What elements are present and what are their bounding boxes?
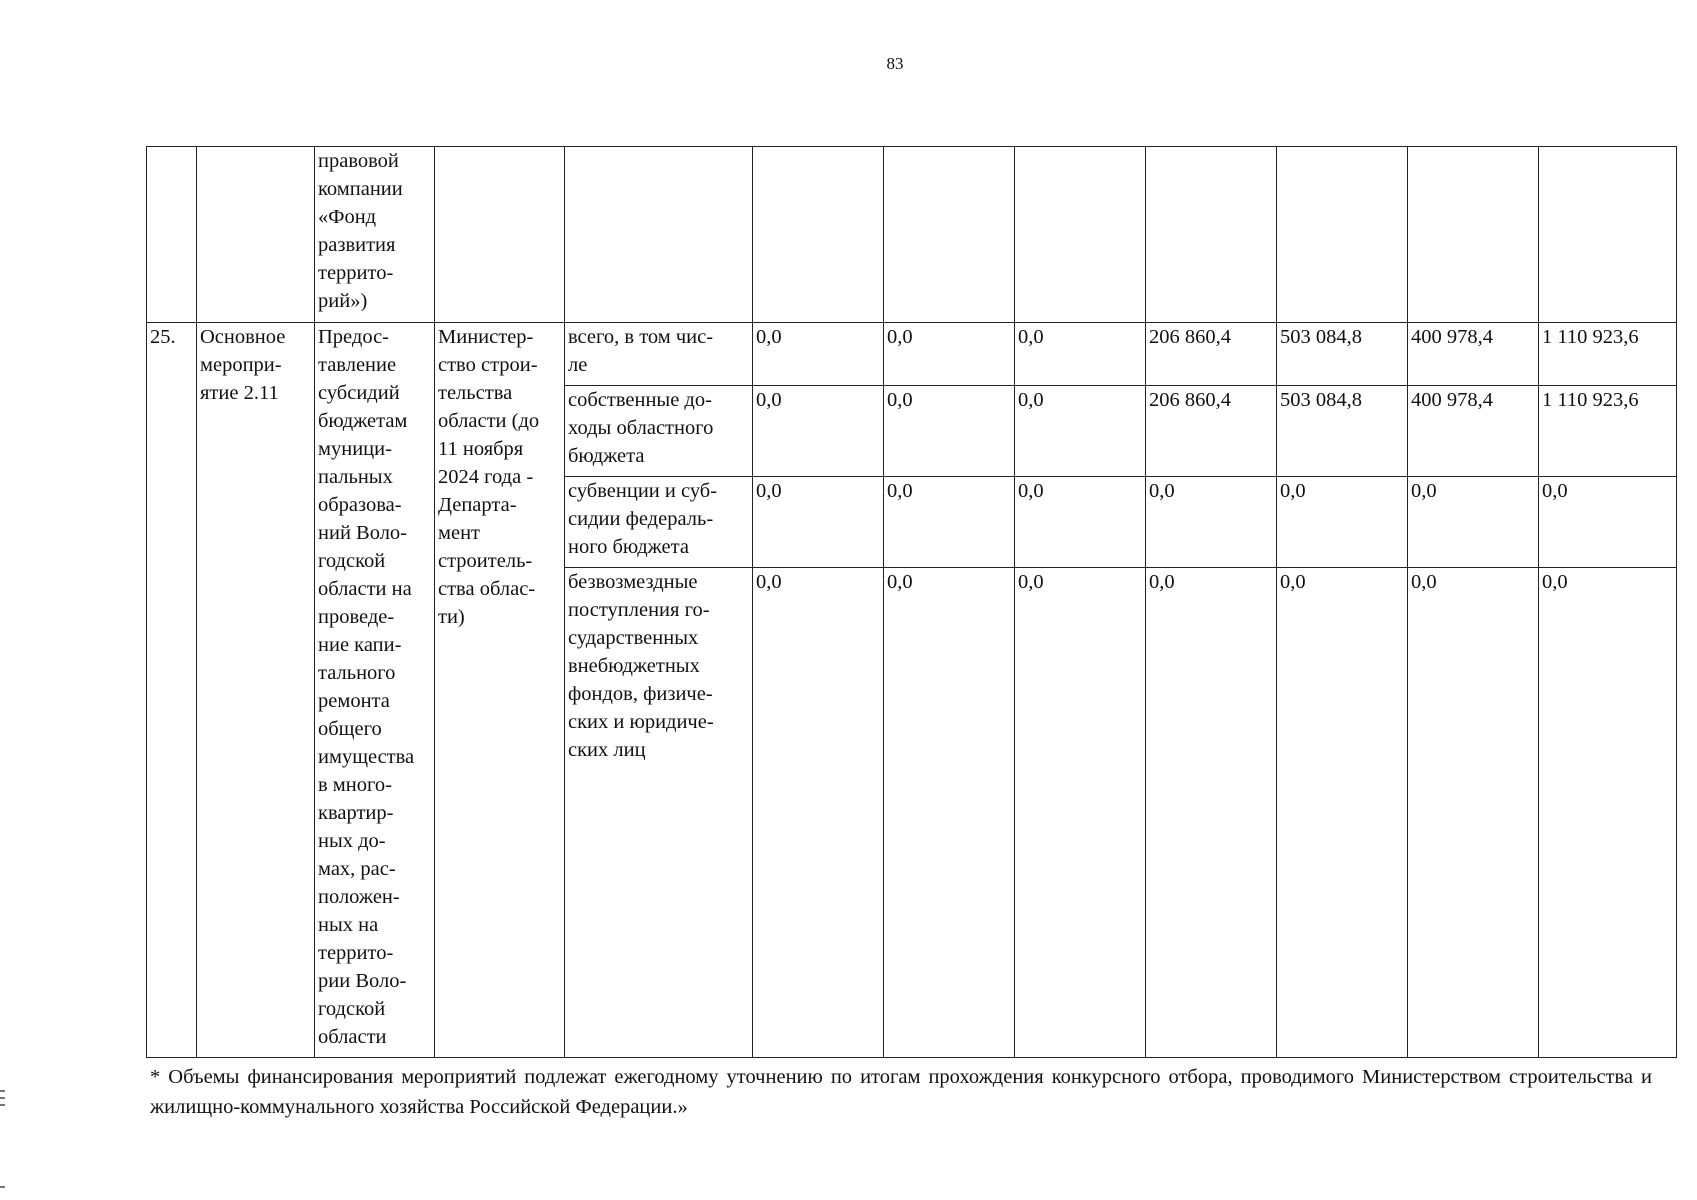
scan-mark — [0, 1186, 5, 1188]
cell-empty — [1015, 147, 1146, 323]
amount-cell: 0,0 — [884, 323, 1015, 386]
amount-cell: 0,0 — [1146, 477, 1277, 568]
amount-cell: 0,0 — [1015, 386, 1146, 477]
amount-cell: 1 110 923,6 — [1539, 386, 1677, 477]
source-label: субвенции и суб- сидии федераль- ного бюджета — [565, 477, 753, 568]
scan-mark — [0, 1090, 5, 1092]
scan-mark — [0, 1097, 5, 1099]
cell-empty — [1146, 147, 1277, 323]
responsible-executor: Министер- ство строи- тельства области (до 11 ноября 2024 года - Департа- мент строитель- ства облас- ти) — [435, 323, 565, 1058]
amount-cell: 0,0 — [1408, 477, 1539, 568]
amount-cell: 0,0 — [884, 568, 1015, 1058]
amount-cell: 0,0 — [1277, 477, 1408, 568]
amount-cell: 0,0 — [1146, 568, 1277, 1058]
activity-status: Основное меропри- ятие 2.11 — [197, 323, 315, 1058]
amount-cell: 206 860,4 — [1146, 386, 1277, 477]
continued-executor-text: правовой компании «Фонд развития террито- рий») — [315, 147, 435, 323]
row-number: 25. — [147, 323, 197, 1058]
amount-cell: 0,0 — [1015, 477, 1146, 568]
amount-cell: 0,0 — [753, 386, 884, 477]
amount-cell: 0,0 — [753, 568, 884, 1058]
activity-name: Предос- тавление субсидий бюджетам муници- пальных образова- ний Воло- годской области на проведе- ние капи- тального ремонта общего имущества в много- квартир- ных до- мах, рас- положен- ных на террито- рии Воло- годской области — [315, 323, 435, 1058]
amount-cell: 0,0 — [1539, 568, 1677, 1058]
scan-mark — [0, 1104, 5, 1106]
source-label: безвозмездные поступления го- сударственных внебюджетных фондов, физиче- ских и юридиче- ских лиц — [565, 568, 753, 1058]
continuation-row — [147, 147, 1677, 323]
source-row-total — [147, 323, 1677, 386]
footnote: * Объемы финансирования мероприятий подлежат ежегодному уточнению по итогам прохождения конкурсного отбора, проводимого Министерством строительства и жилищно-коммунального хозяйства Российской Федерации.» — [150, 1066, 1652, 1118]
amount-cell: 0,0 — [1015, 323, 1146, 386]
amount-cell: 503 084,8 — [1277, 323, 1408, 386]
amount-cell: 400 978,4 — [1408, 386, 1539, 477]
amount-cell: 206 860,4 — [1146, 323, 1277, 386]
amount-cell: 400 978,4 — [1408, 323, 1539, 386]
amount-cell: 0,0 — [1539, 477, 1677, 568]
page-number: 83 — [886, 54, 904, 73]
source-label: собственные до- ходы областного бюджета — [565, 386, 753, 477]
cell-empty — [197, 147, 315, 323]
amount-cell: 0,0 — [753, 477, 884, 568]
amount-cell: 0,0 — [753, 323, 884, 386]
cell-empty — [1539, 147, 1677, 323]
cell-empty — [435, 147, 565, 323]
funding-table — [146, 146, 1677, 1058]
source-label: всего, в том чис- ле — [565, 323, 753, 386]
amount-cell: 0,0 — [1408, 568, 1539, 1058]
amount-cell: 503 084,8 — [1277, 386, 1408, 477]
amount-cell: 0,0 — [884, 477, 1015, 568]
amount-cell: 1 110 923,6 — [1539, 323, 1677, 386]
cell-empty — [884, 147, 1015, 323]
cell-empty — [565, 147, 753, 323]
cell-empty — [147, 147, 197, 323]
cell-empty — [1277, 147, 1408, 323]
amount-cell: 0,0 — [884, 386, 1015, 477]
cell-empty — [1408, 147, 1539, 323]
cell-empty — [753, 147, 884, 323]
amount-cell: 0,0 — [1015, 568, 1146, 1058]
amount-cell: 0,0 — [1277, 568, 1408, 1058]
